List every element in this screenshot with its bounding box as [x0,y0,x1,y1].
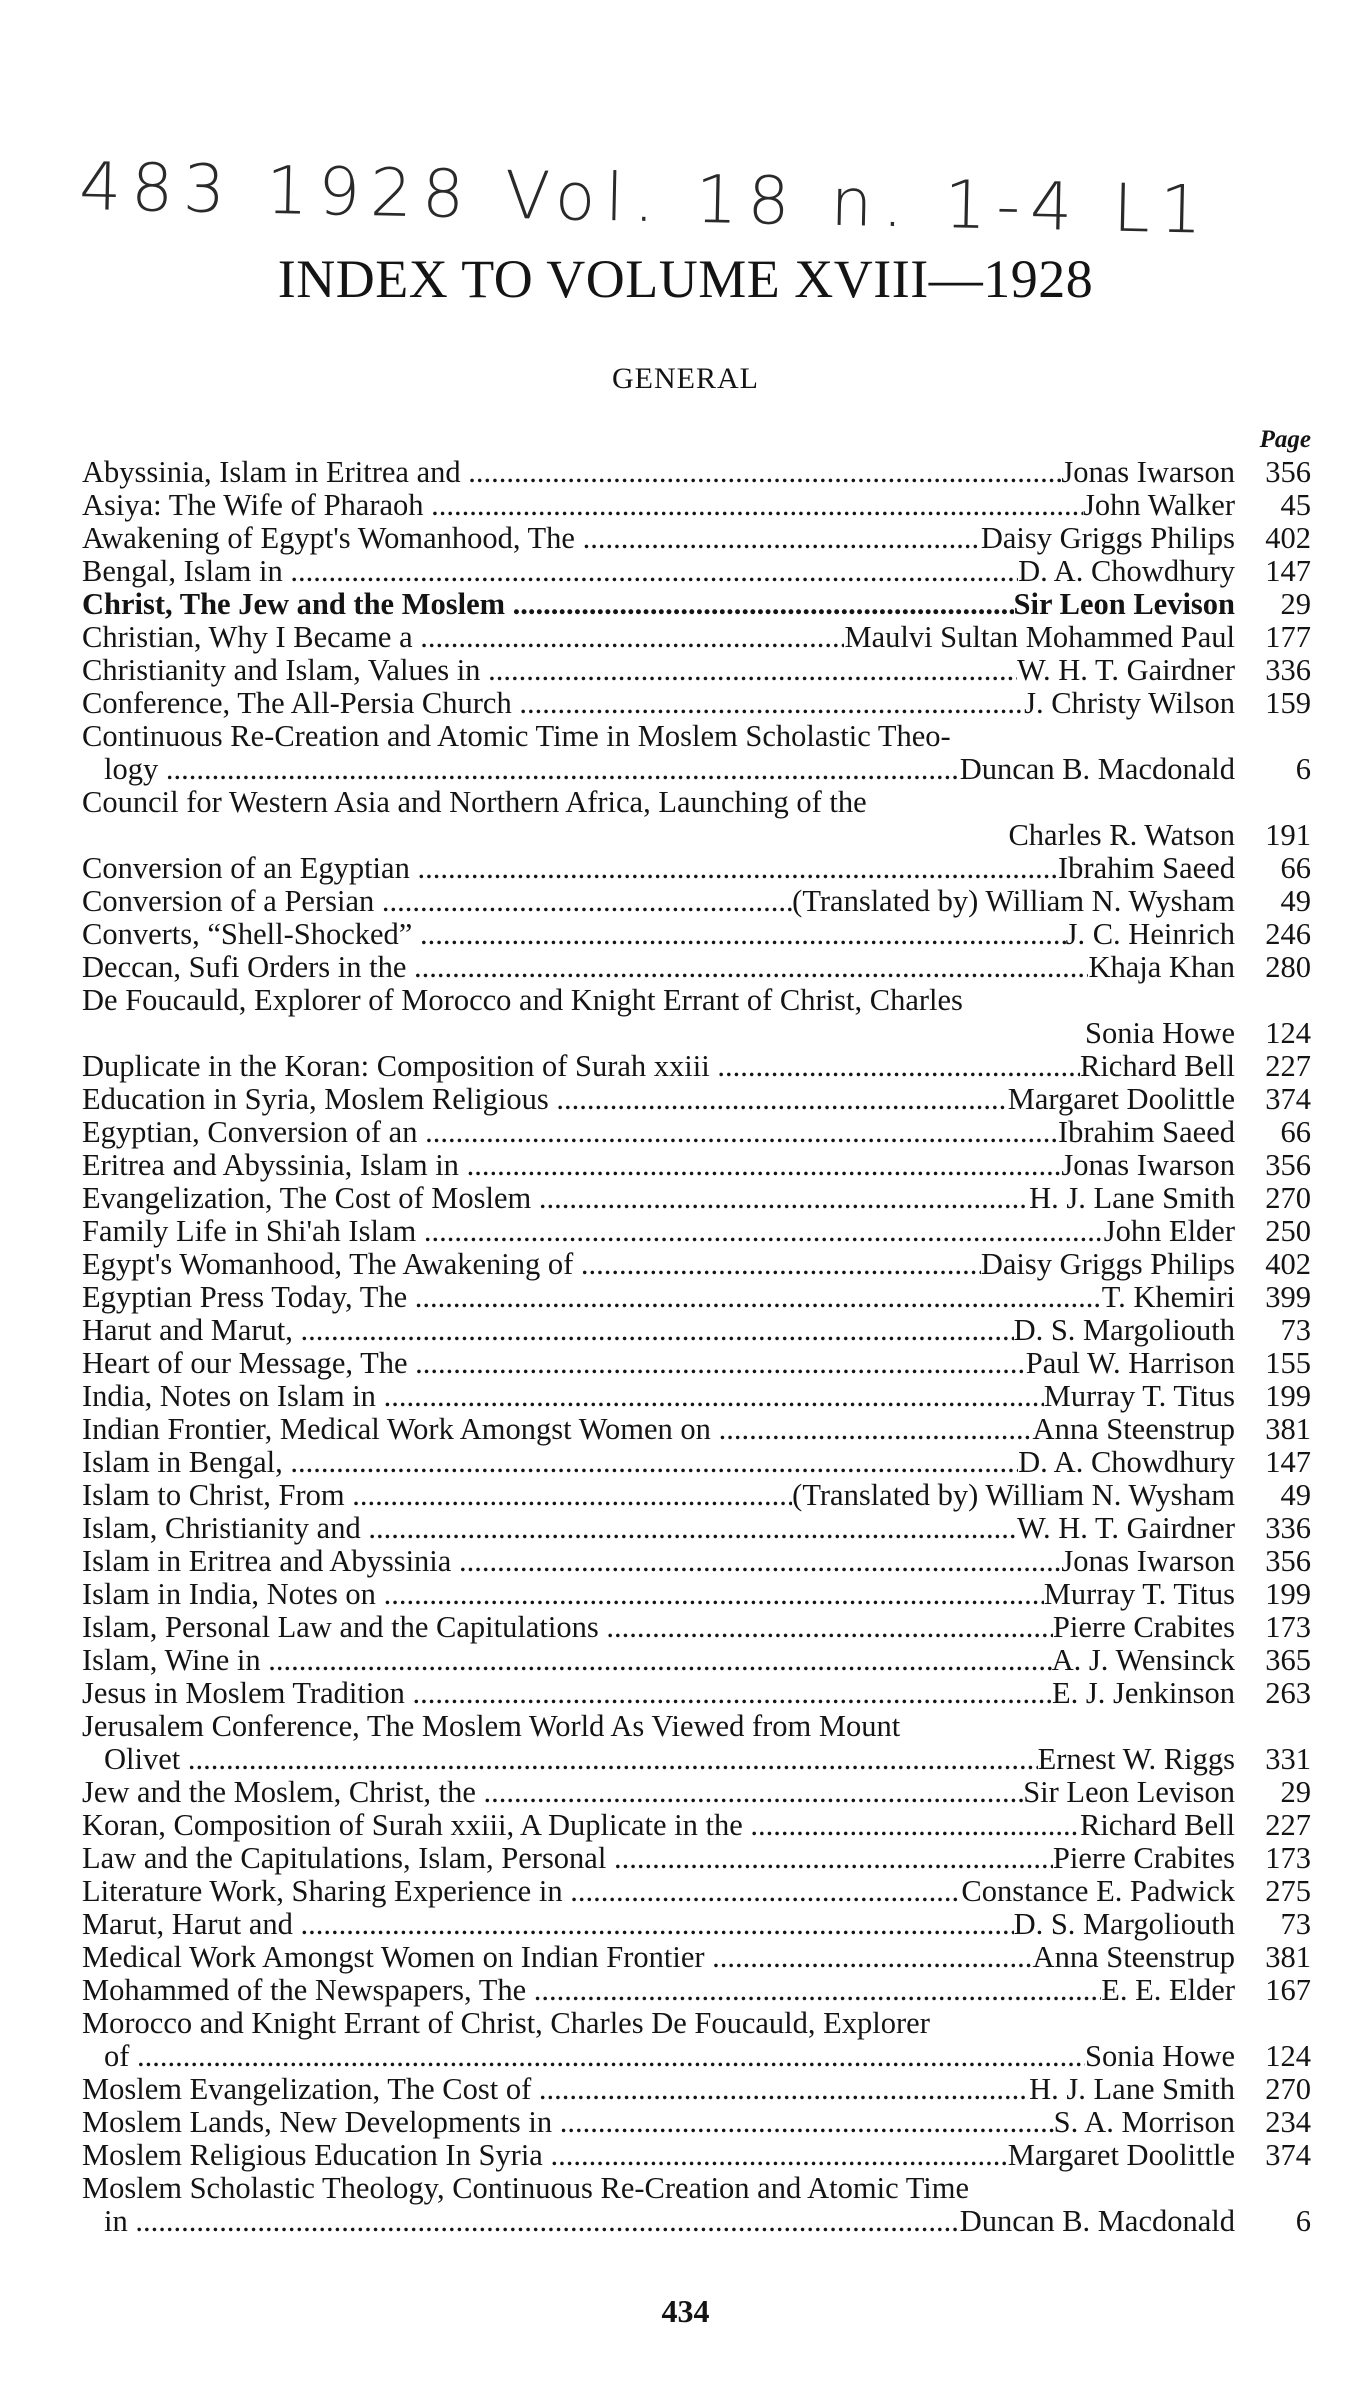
index-entry: Duplicate in the Koran: Composition of Surah xxiii ..... Richard Bell 227 [82,1050,1311,1083]
index-entry: Christ, The Jew and the Moslem ..... Sir Leon Levison 29 [82,588,1311,621]
index-entry: Evangelization, The Cost of Moslem ..... H. J. Lane Smith 270 [82,1182,1311,1215]
index-entry: Jesus in Moslem Tradition ..... E. J. Jenkinson 263 [82,1677,1311,1710]
index-entry: Abyssinia, Islam in Eritrea and ..... Jonas Iwarson 356 [82,456,1311,489]
index-entry: Asiya: The Wife of Pharaoh ..... John Walker 45 [82,489,1311,522]
index-entry: Charles R. Watson 191 [1008,818,1311,852]
index-entry: Islam, Personal Law and the Capitulations ..... Pierre Crabites 173 [82,1611,1311,1644]
index-entry: Islam in India, Notes on ..... Murray T. Titus 199 [82,1578,1311,1611]
index-entry: Eritrea and Abyssinia, Islam in ..... Jonas Iwarson 356 [82,1149,1311,1182]
index-entry: Harut and Marut, ..... D. S. Margoliouth 73 [82,1314,1311,1347]
index-entry: Moslem Religious Education In Syria ..... Margaret Doolittle 374 [82,2139,1311,2172]
index-entry: Literature Work, Sharing Experience in ..... Constance E. Padwick 275 [82,1875,1311,1908]
index-entry: logy ..... Duncan B. Macdonald 6 [82,753,1311,786]
index-entry: in ..... Duncan B. Macdonald 6 [82,2205,1311,2238]
index-entry: Mohammed of the Newspapers, The ..... E. E. Elder 167 [82,1974,1311,2007]
index-entry: Conversion of a Persian ..... (Translated by) William N. Wysham 49 [82,885,1311,918]
index-entry: Egyptian, Conversion of an ..... Ibrahim Saeed 66 [82,1116,1311,1149]
index-entry-first-line: Continuous Re-Creation and Atomic Time in Moslem Scholastic Theo- [82,719,951,753]
index-entry-first-line: Moslem Scholastic Theology, Continuous Re-Creation and Atomic Time [82,2171,970,2205]
index-entry: Law and the Capitulations, Islam, Personal ..... Pierre Crabites 173 [82,1842,1311,1875]
index-entry: of ..... Sonia Howe 124 [82,2040,1311,2073]
index-entry-first-line: De Foucauld, Explorer of Morocco and Knight Errant of Christ, Charles [82,983,963,1017]
handwritten-call-number: 483 1928 Vol. 18 n. 1-4 L1 [78,148,1213,249]
index-entry: Koran, Composition of Surah xxiii, A Duplicate in the ..... Richard Bell 227 [82,1809,1311,1842]
index-entries [82,456,1311,2238]
index-entry: Egyptian Press Today, The ..... T. Khemiri 399 [82,1281,1311,1314]
page-number: 434 [661,2293,710,2329]
index-entry: Islam to Christ, From ..... (Translated by) William N. Wysham 49 [82,1479,1311,1512]
index-entry: Moslem Evangelization, The Cost of ..... H. J. Lane Smith 270 [82,2073,1311,2106]
index-entry-first-line: Morocco and Knight Errant of Christ, Charles De Foucauld, Explorer [82,2006,930,2040]
index-entry: Family Life in Shi'ah Islam ..... John Elder 250 [82,1215,1311,1248]
index-entry: India, Notes on Islam in ..... Murray T. Titus 199 [82,1380,1311,1413]
index-entry: Christianity and Islam, Values in ..... W. H. T. Gairdner 336 [82,654,1311,687]
index-entry: Heart of our Message, The ..... Paul W. Harrison 155 [82,1347,1311,1380]
index-entry: Islam in Bengal, ..... D. A. Chowdhury 147 [82,1446,1311,1479]
index-entry: Medical Work Amongst Women on Indian Frontier ..... Anna Steenstrup 381 [82,1941,1311,1974]
index-entry: Awakening of Egypt's Womanhood, The ..... Daisy Griggs Philips 402 [82,522,1311,555]
index-entry: Egypt's Womanhood, The Awakening of ..... Daisy Griggs Philips 402 [82,1248,1311,1281]
index-entry: Jew and the Moslem, Christ, the ..... Sir Leon Levison 29 [82,1776,1311,1809]
index-entry: Converts, “Shell-Shocked” ..... J. C. Heinrich 246 [82,918,1311,951]
index-entry: Islam in Eritrea and Abyssinia ..... Jonas Iwarson 356 [82,1545,1311,1578]
index-entry: Bengal, Islam in ..... D. A. Chowdhury 147 [82,555,1311,588]
index-entry: Education in Syria, Moslem Religious ..... Margaret Doolittle 374 [82,1083,1311,1116]
index-entry: Conversion of an Egyptian ..... Ibrahim Saeed 66 [82,852,1311,885]
index-entry: Sonia Howe 124 [1085,1016,1311,1050]
page-column-label: Page [1259,426,1311,453]
index-entry: Marut, Harut and ..... D. S. Margoliouth 73 [82,1908,1311,1941]
section-heading: GENERAL [612,362,759,395]
index-entry: Olivet ..... Ernest W. Riggs 331 [82,1743,1311,1776]
index-entry: Indian Frontier, Medical Work Amongst Women on ..... Anna Steenstrup 381 [82,1413,1311,1446]
page-title: INDEX TO VOLUME XVIII—1928 [277,249,1094,309]
index-entry: Islam, Christianity and ..... W. H. T. Gairdner 336 [82,1512,1311,1545]
index-entry: Christian, Why I Became a ..... Maulvi Sultan Mohammed Paul 177 [82,621,1311,654]
index-entry-first-line: Jerusalem Conference, The Moslem World As Viewed from Mount [82,1709,901,1743]
index-entry: Moslem Lands, New Developments in ..... S. A. Morrison 234 [82,2106,1311,2139]
index-entry: Deccan, Sufi Orders in the ..... Khaja Khan 280 [82,951,1311,984]
index-entry: Islam, Wine in ..... A. J. Wensinck 365 [82,1644,1311,1677]
index-entry-first-line: Council for Western Asia and Northern Africa, Launching of the [82,785,867,819]
index-entry: Conference, The All-Persia Church ..... J. Christy Wilson 159 [82,687,1311,720]
